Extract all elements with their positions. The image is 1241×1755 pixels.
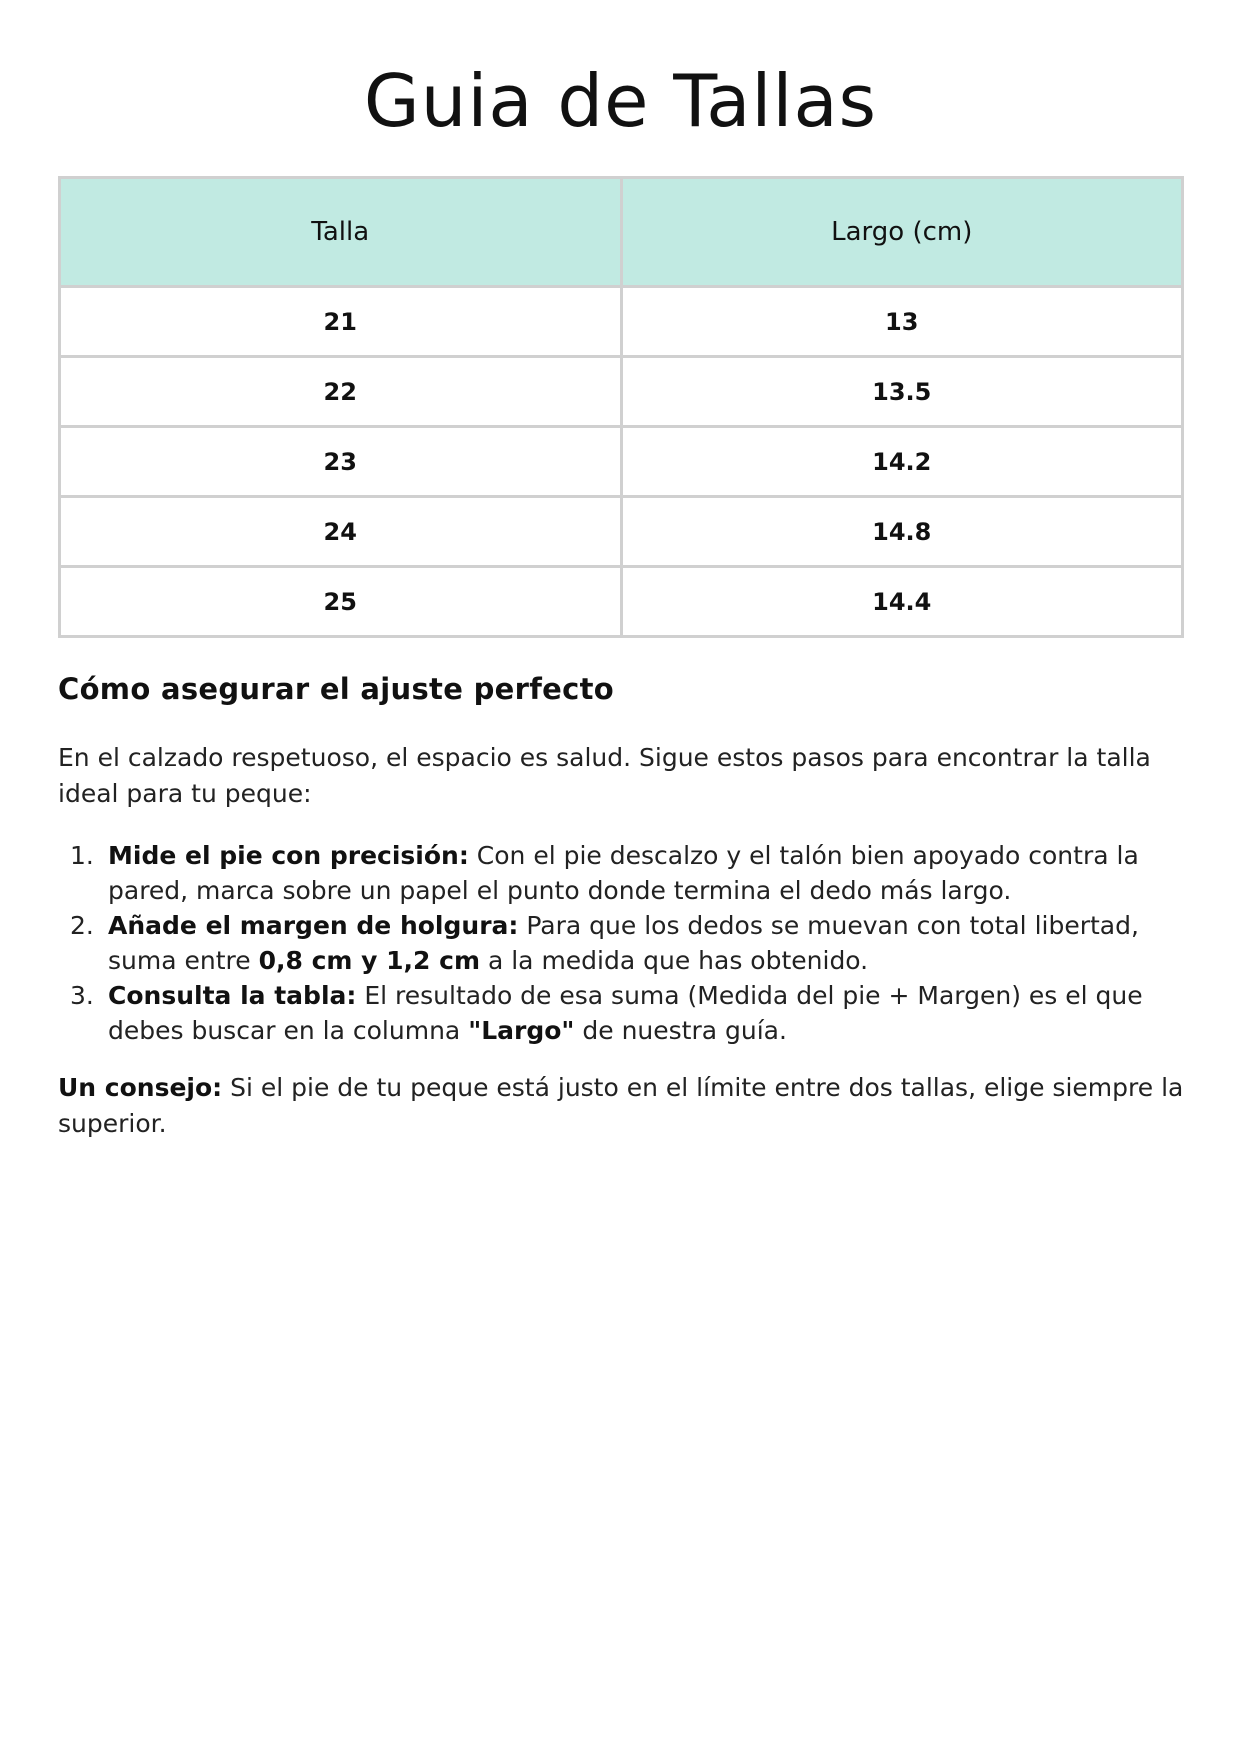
step-highlight: 0,8 cm y 1,2 cm bbox=[258, 946, 481, 975]
step-text-end: a la medida que has obtenido. bbox=[480, 946, 869, 975]
step-title: Consulta la tabla: bbox=[108, 981, 357, 1010]
section-heading: Cómo asegurar el ajuste perfecto bbox=[58, 672, 614, 706]
cell-largo: 14.2 bbox=[621, 427, 1183, 497]
step-number: 3. bbox=[70, 981, 94, 1010]
tip-text: Si el pie de tu peque está justo en el límite entre dos tallas, elige siempre la superior. bbox=[58, 1073, 1184, 1138]
intro-paragraph: En el calzado respetuoso, el espacio es salud. Sigue estos pasos para encontrar la talla ideal para tu peque: bbox=[58, 743, 1151, 808]
step-number: 2. bbox=[70, 911, 94, 940]
cell-talla: 24 bbox=[60, 497, 622, 567]
table-header-row bbox=[60, 178, 1183, 287]
cell-talla: 23 bbox=[60, 427, 622, 497]
tip-label: Un consejo: bbox=[58, 1073, 223, 1102]
column-header-largo: Largo (cm) bbox=[621, 178, 1183, 287]
cell-talla: 25 bbox=[60, 567, 622, 637]
column-header-talla: Talla bbox=[60, 178, 622, 287]
cell-talla: 22 bbox=[60, 357, 622, 427]
table-row bbox=[60, 427, 1183, 497]
cell-largo: 13.5 bbox=[621, 357, 1183, 427]
step-highlight: "Largo" bbox=[468, 1016, 575, 1045]
cell-largo: 14.8 bbox=[621, 497, 1183, 567]
step-text: El resultado de esa suma (Medida del pie + Margen) es el que debes buscar en la columna bbox=[108, 981, 1143, 1045]
step-title: Añade el margen de holgura: bbox=[108, 911, 519, 940]
table-row bbox=[60, 567, 1183, 637]
table-row bbox=[60, 497, 1183, 567]
step-text: Para que los dedos se muevan con total libertad, suma entre bbox=[108, 911, 1139, 975]
page-title: Guia de Tallas bbox=[363, 59, 878, 143]
cell-largo: 14.4 bbox=[621, 567, 1183, 637]
cell-talla: 21 bbox=[60, 287, 622, 357]
cell-largo: 13 bbox=[621, 287, 1183, 357]
list-item bbox=[58, 908, 1158, 978]
step-text-end: de nuestra guía. bbox=[574, 1016, 787, 1045]
table-row bbox=[60, 357, 1183, 427]
table-row bbox=[60, 287, 1183, 357]
step-number: 1. bbox=[70, 841, 94, 870]
step-text: Con el pie descalzo y el talón bien apoyado contra la pared, marca sobre un papel el punto donde termina el dedo más largo. bbox=[108, 841, 1139, 905]
steps-list bbox=[58, 838, 1158, 1048]
tip-paragraph bbox=[58, 1070, 1184, 1142]
step-title: Mide el pie con precisión: bbox=[108, 841, 469, 870]
size-table bbox=[58, 176, 1184, 638]
list-item bbox=[58, 838, 1158, 908]
list-item bbox=[58, 978, 1158, 1048]
